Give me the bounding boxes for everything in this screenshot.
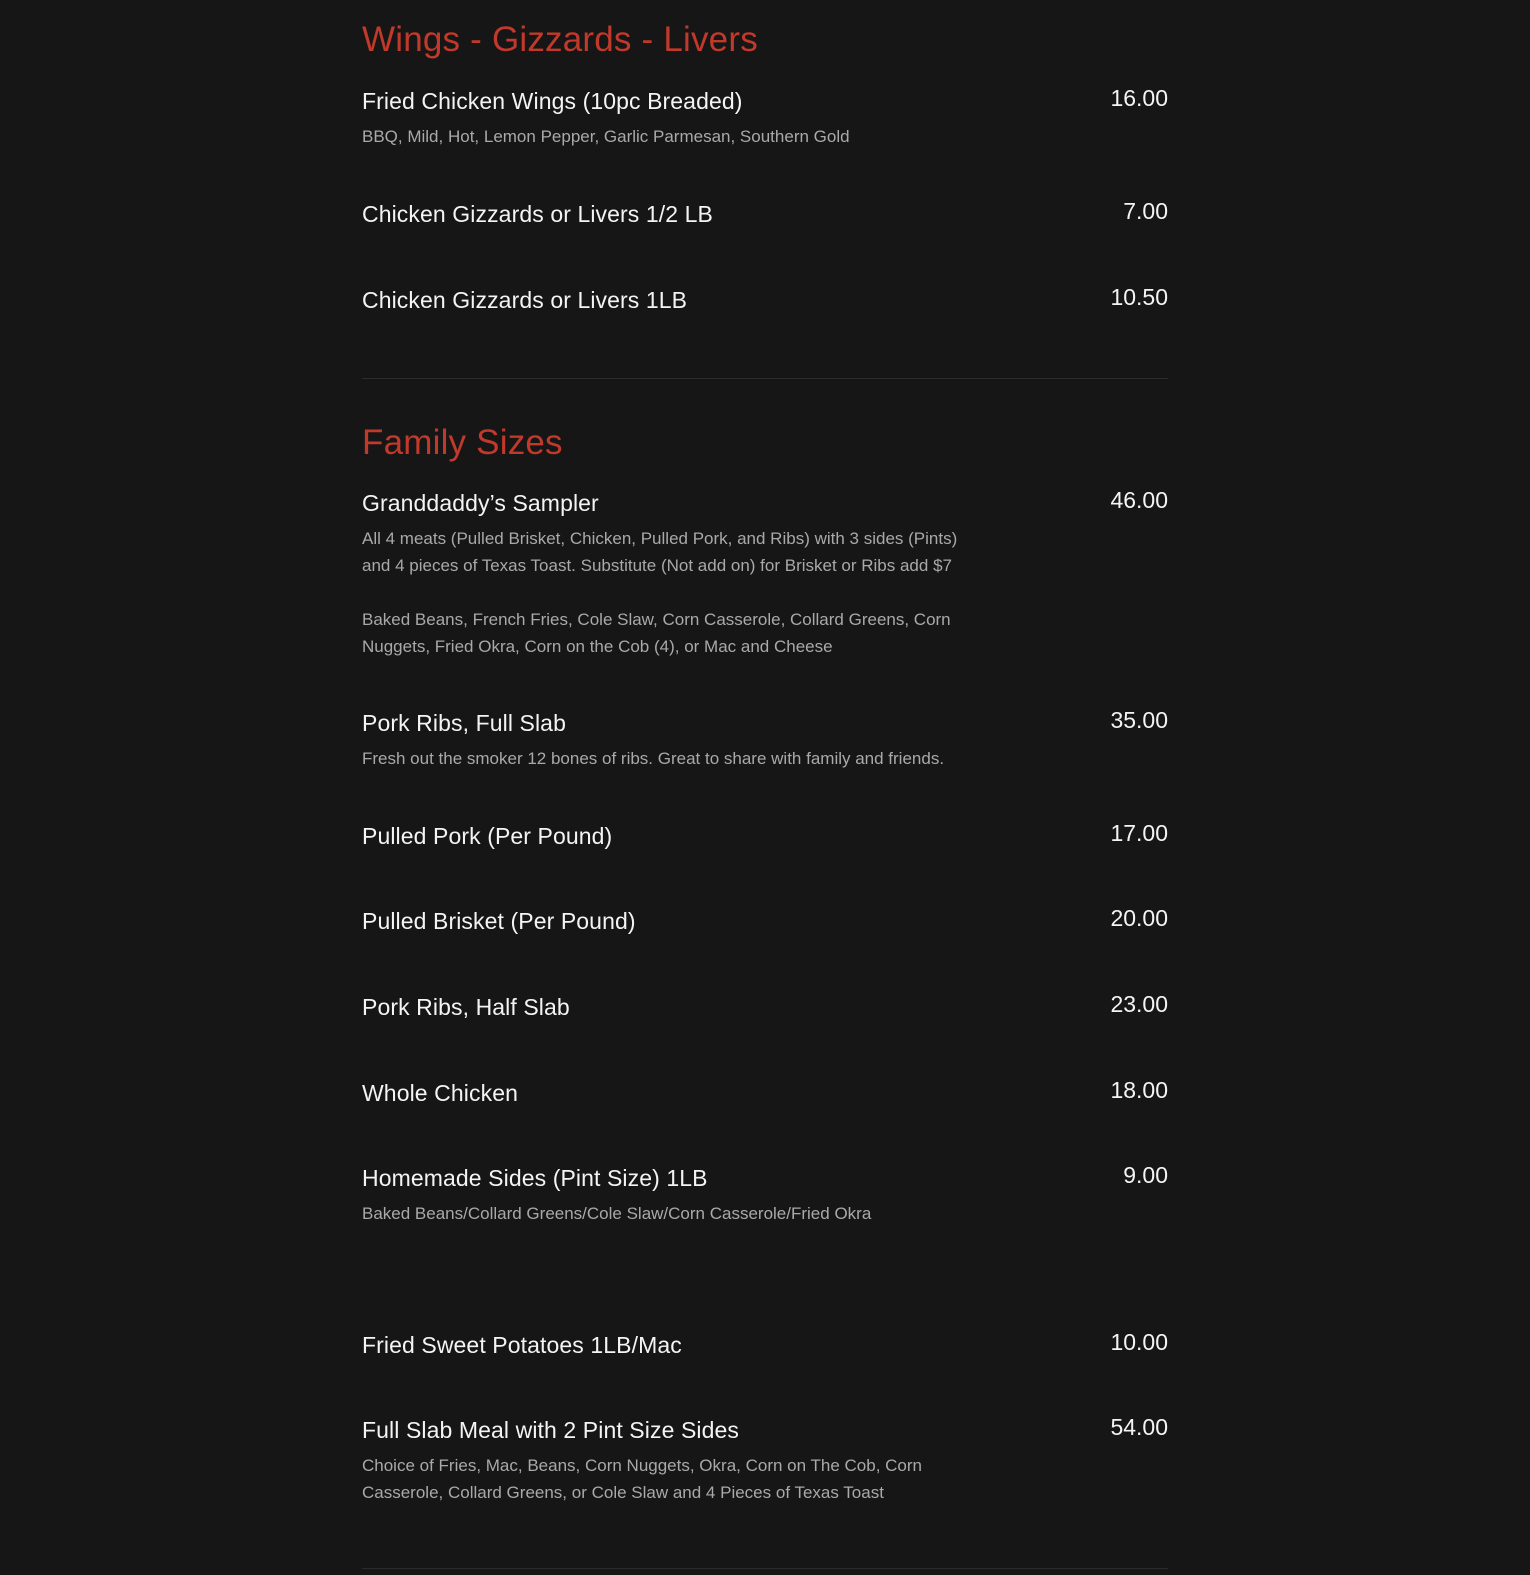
section-divider bbox=[362, 1568, 1168, 1569]
item-name: Full Slab Meal with 2 Pint Size Sides bbox=[362, 1417, 739, 1443]
item-price: 46.00 bbox=[1110, 487, 1168, 513]
menu-item bbox=[362, 905, 1168, 934]
item-name: Pork Ribs, Full Slab bbox=[362, 710, 566, 736]
menu-item bbox=[362, 85, 1168, 150]
item-price: 16.00 bbox=[1110, 85, 1168, 111]
section-divider bbox=[362, 378, 1168, 379]
item-name: Homemade Sides (Pint Size) 1LB bbox=[362, 1165, 708, 1191]
item-price: 10.50 bbox=[1110, 284, 1168, 310]
menu-item bbox=[362, 1162, 1168, 1227]
item-description: BBQ, Mild, Hot, Lemon Pepper, Garlic Parmesan, Southern Gold bbox=[362, 127, 850, 146]
menu-item bbox=[362, 707, 1168, 772]
item-name: Fried Chicken Wings (10pc Breaded) bbox=[362, 88, 743, 114]
item-price: 35.00 bbox=[1110, 707, 1168, 733]
item-price: 20.00 bbox=[1110, 905, 1168, 931]
item-name: Pulled Brisket (Per Pound) bbox=[362, 908, 636, 934]
item-description: All 4 meats (Pulled Brisket, Chicken, Pulled Pork, and Ribs) with 3 sides (Pints) and 4 pieces of Texas Toast. Substitute (Not add on) for Brisket or Ribs add $7 bbox=[362, 529, 958, 575]
item-description: Fresh out the smoker 12 bones of ribs. Great to share with family and friends. bbox=[362, 749, 945, 768]
item-price: 9.00 bbox=[1123, 1162, 1168, 1188]
menu-item bbox=[362, 1329, 1168, 1358]
item-name: Fried Sweet Potatoes 1LB/Mac bbox=[362, 1332, 682, 1358]
menu-item bbox=[362, 284, 1168, 313]
item-price: 18.00 bbox=[1110, 1077, 1168, 1103]
item-price: 23.00 bbox=[1110, 991, 1168, 1017]
section-title-wings: Wings - Gizzards - Livers bbox=[362, 20, 758, 59]
menu-item bbox=[362, 198, 1168, 227]
item-price: 7.00 bbox=[1123, 198, 1168, 224]
menu-item bbox=[362, 1414, 1168, 1506]
item-name: Whole Chicken bbox=[362, 1080, 518, 1106]
item-price: 10.00 bbox=[1110, 1329, 1168, 1355]
item-price: 54.00 bbox=[1110, 1414, 1168, 1440]
menu-item bbox=[362, 820, 1168, 849]
item-description: Baked Beans, French Fries, Cole Slaw, Corn Casserole, Collard Greens, Corn Nuggets, Fried Okra, Corn on the Cob (4), or Mac and Cheese bbox=[362, 610, 951, 656]
item-description: Choice of Fries, Mac, Beans, Corn Nuggets, Okra, Corn on The Cob, Corn Casserole, Collard Greens, or Cole Slaw and 4 Pieces of Texas Toast bbox=[362, 1456, 922, 1502]
item-name: Chicken Gizzards or Livers 1LB bbox=[362, 287, 688, 313]
item-description: Baked Beans/Collard Greens/Cole Slaw/Corn Casserole/Fried Okra bbox=[362, 1204, 872, 1223]
item-name: Chicken Gizzards or Livers 1/2 LB bbox=[362, 201, 713, 227]
menu-item bbox=[362, 991, 1168, 1020]
item-name: Granddaddy’s Sampler bbox=[362, 490, 599, 516]
item-name: Pulled Pork (Per Pound) bbox=[362, 823, 613, 849]
section-title-family-sizes: Family Sizes bbox=[362, 423, 563, 462]
item-price: 17.00 bbox=[1110, 820, 1168, 846]
item-name: Pork Ribs, Half Slab bbox=[362, 994, 570, 1020]
menu-item bbox=[362, 1077, 1168, 1106]
menu-item bbox=[362, 487, 1168, 660]
